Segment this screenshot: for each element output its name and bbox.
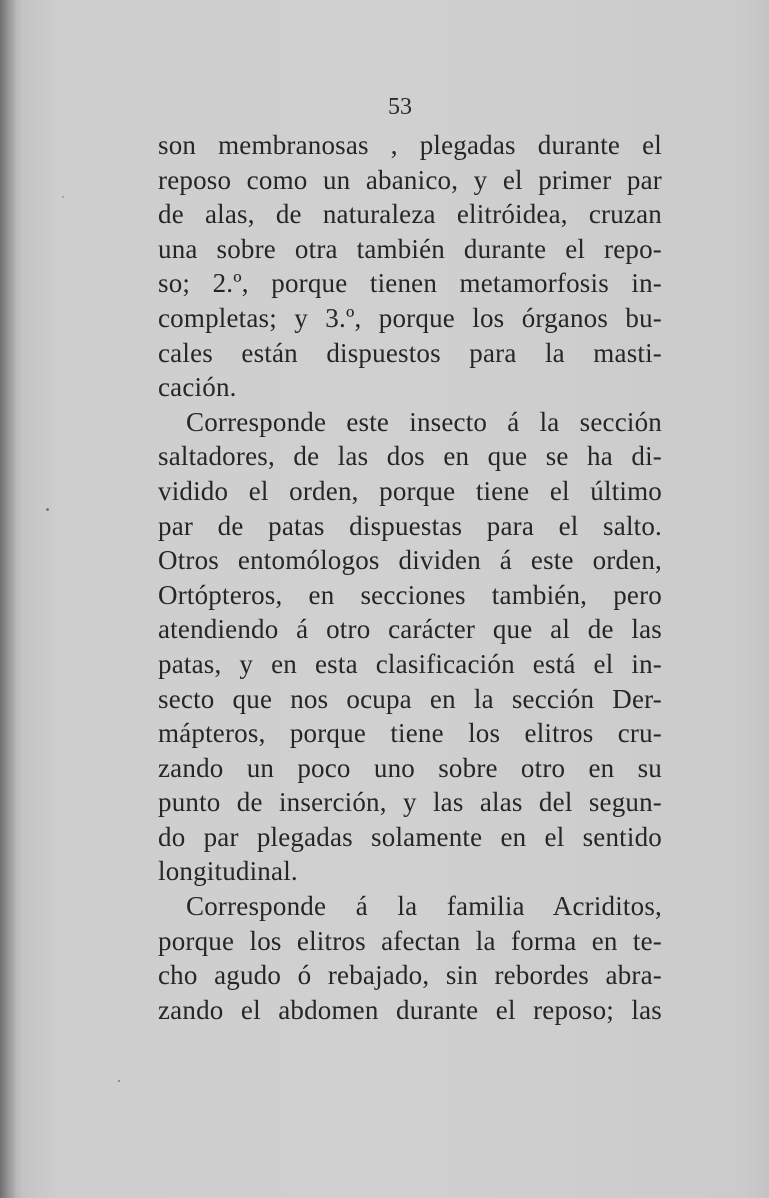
text-line: reposo como un abanico, y el primer par: [158, 164, 662, 195]
paragraph-start-line: Corresponde á la familia Acriditos,: [186, 891, 662, 922]
text-line: porque los elitros afectan la forma en te-: [158, 925, 662, 956]
text-line: par de patas dispuestas para el salto.: [158, 510, 662, 541]
text-line: cación.: [158, 372, 237, 403]
text-line: cho agudo ó rebajado, sin rebordes abra-: [158, 960, 662, 991]
page-number: 53: [388, 94, 412, 120]
body-text: [158, 128, 662, 1027]
text-line: completas; y 3.º, porque los órganos bu-: [158, 302, 662, 333]
paper-speck: [62, 196, 64, 198]
text-line: mápteros, porque tiene los elitros cru-: [158, 718, 662, 749]
text-line: patas, y en esta clasificación está el in-: [158, 648, 662, 679]
text-line: longitudinal.: [158, 856, 298, 887]
text-line: so; 2.º, porque tienen metamorfosis in-: [158, 268, 662, 299]
text-line: atendiendo á otro carácter que al de las: [158, 614, 662, 645]
paper-speck: [46, 508, 49, 511]
text-line: cales están dispuestos para la masti-: [158, 337, 662, 368]
text-line: zando el abdomen durante el reposo; las: [158, 994, 662, 1025]
book-spine-shadow: [0, 0, 16, 1198]
text-line: son membranosas , plegadas durante el: [158, 130, 662, 160]
text-line: de alas, de naturaleza elitróidea, cruzan: [158, 199, 662, 230]
text-line: zando un poco uno sobre otro en su: [158, 752, 662, 783]
text-line: do par plegadas solamente en el sentido: [158, 821, 662, 852]
text-line: secto que nos ocupa en la sección Der-: [158, 683, 662, 714]
text-line: Otros entomólogos dividen á este orden,: [158, 545, 662, 576]
paper-speck: [118, 1080, 120, 1082]
paragraph-start-line: Corresponde este insecto á la sección: [186, 406, 662, 437]
text-line: una sobre otra también durante el repo-: [158, 233, 662, 264]
text-line: Ortópteros, en secciones también, pero: [158, 579, 662, 610]
text-line: vidido el orden, porque tiene el último: [158, 475, 662, 506]
text-line: punto de inserción, y las alas del segun-: [158, 787, 662, 818]
text-line: saltadores, de las dos en que se ha di-: [158, 441, 662, 472]
